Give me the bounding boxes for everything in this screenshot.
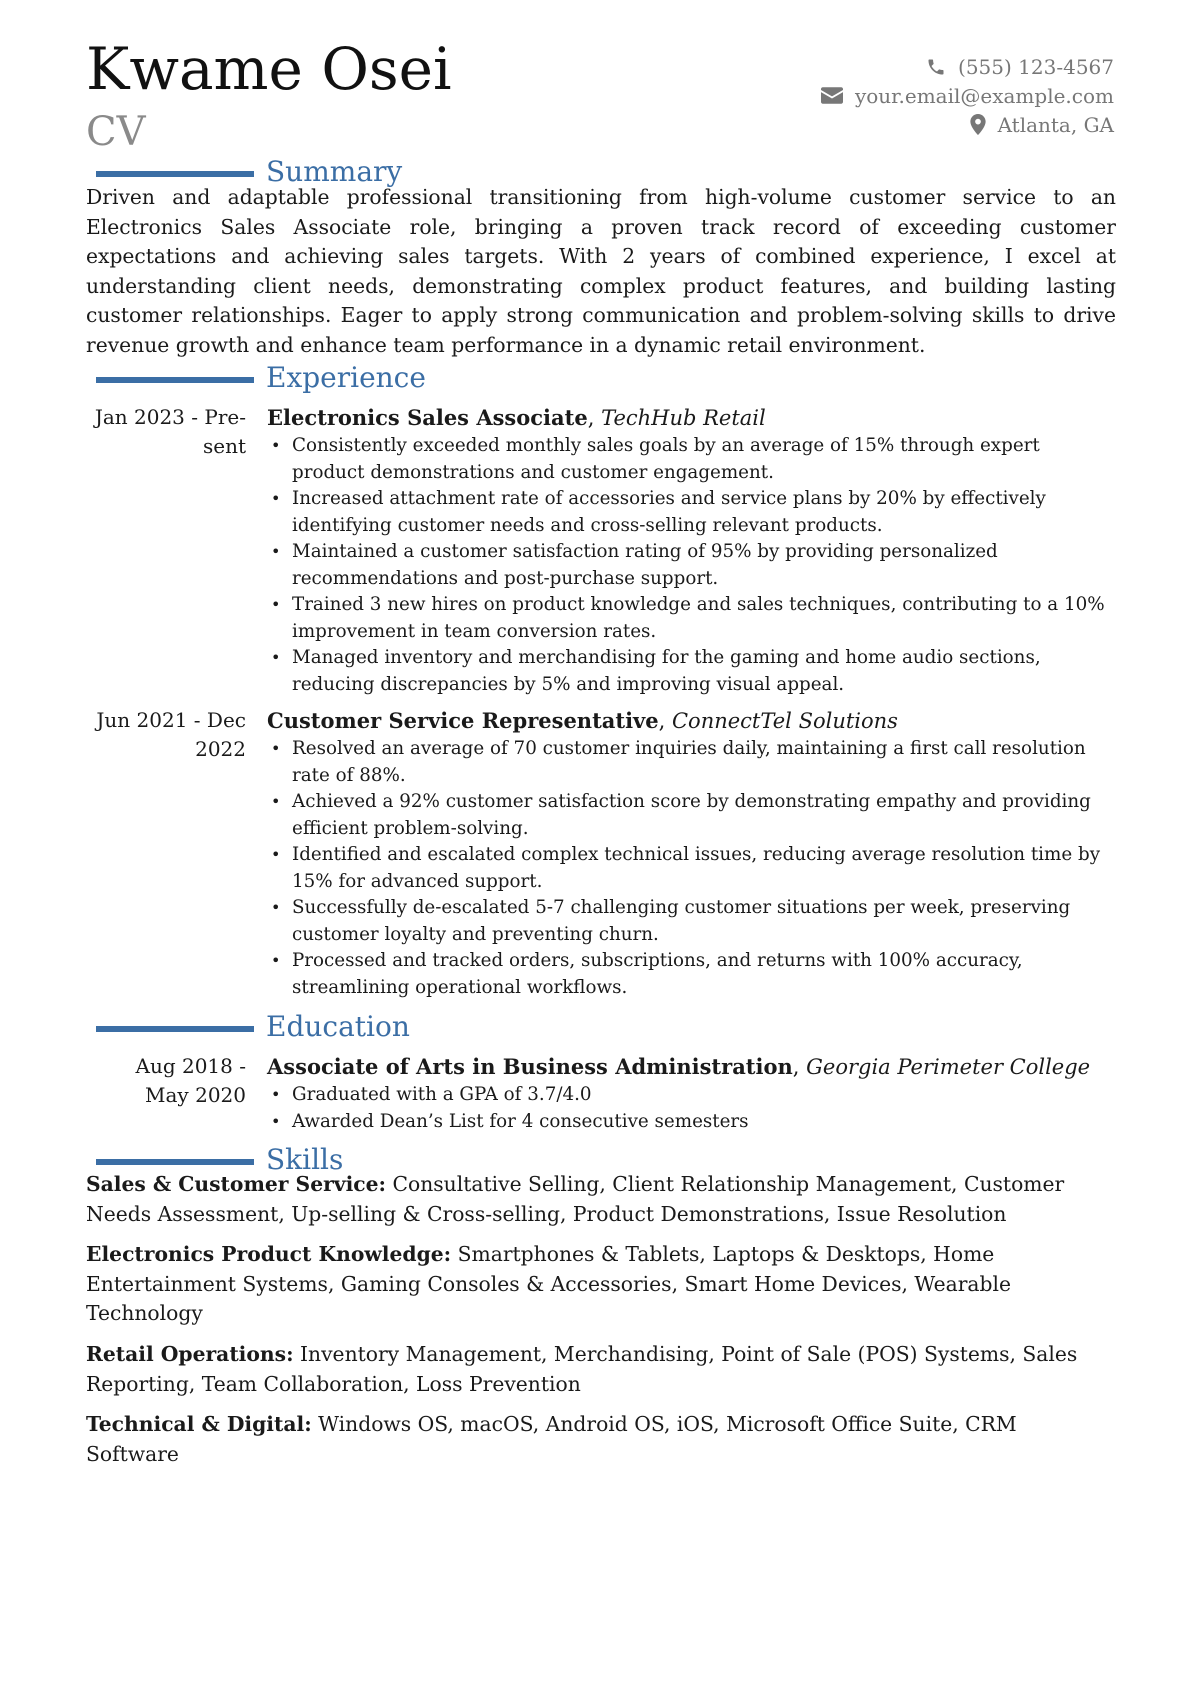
list-item: • Increased attachment rate of accessories and service plans by 20% by effectively identifying customer needs and cross-selling relevant products. [267,486,1116,539]
entry-body [267,706,1116,1001]
candidate-name: Kwame Osei [86,35,452,103]
email-text: your.email@example.com [854,83,1114,108]
envelope-icon [821,87,843,104]
degree-title: Associate of Arts in Business Administration [267,1054,793,1079]
job-title: Electronics Sales Associate [267,405,588,430]
contact-block [821,52,1114,139]
list-item: • Awarded Dean’s List for 4 consecutive semesters [267,1109,1116,1136]
date-line: Jan 2023 - Pre- [94,405,246,429]
skill-category: Sales & Customer Service: [86,1172,387,1196]
skill-category: Electronics Product Knowledge: [86,1242,452,1267]
skill-category: Technical & Digital: [86,1412,312,1437]
entry-body [267,403,1116,698]
skill-group [86,1170,1116,1229]
skills-list [86,1170,1116,1480]
section-title: Education [266,1010,410,1043]
section-experience-header [96,361,426,394]
skill-group [86,1410,1116,1469]
date-line: May 2020 [145,1083,246,1107]
section-title: Skills [266,1143,344,1176]
list-item: • Maintained a customer satisfaction rating of 95% by providing personalized recommendations and post-purchase support. [267,539,1116,592]
section-education-header [96,1010,410,1043]
section-summary-header [96,155,403,188]
list-item: • Successfully de-escalated 5-7 challenging customer situations per week, preserving customer loyalty and preventing churn. [267,895,1116,948]
entry-heading: Customer Service Representative, ConnectTel Solutions [267,708,898,733]
list-item: • Resolved an average of 70 customer inquiries daily, maintaining a first call resolution rate of 88%. [267,736,1116,789]
phone-text: (555) 123-4567 [958,54,1114,79]
employer: ConnectTel Solutions [671,709,898,733]
skill-items: Windows OS, macOS, Android OS, iOS, Microsoft Office Suite, CRM Software [86,1412,1017,1466]
list-item: • Identified and escalated complex technical issues, reducing average resolution time by 15% for advanced support. [267,842,1116,895]
contact-phone [821,52,1114,81]
section-rule [96,1159,254,1165]
skill-group [86,1240,1116,1329]
section-title: Experience [266,361,426,394]
skill-items: Smartphones & Tablets, Laptops & Desktops, Home Entertainment Systems, Gaming Consoles & Accessories, Smart Home Devices, Wearable Technology [86,1242,1011,1326]
section-title: Summary [266,155,403,188]
entry-heading: Associate of Arts in Business Administration, Georgia Perimeter College [267,1054,1091,1079]
entry-date [86,1052,246,1110]
map-marker-icon [970,114,986,135]
date-line: Jun 2021 - Dec [96,708,246,732]
contact-email [821,81,1114,110]
date-line: 2022 [195,737,246,761]
list-item: • Managed inventory and merchandising for the gaming and home audio sections, reducing discrepancies by 5% and improving visual appeal. [267,645,1116,698]
location-text: Atlanta, GA [997,112,1114,137]
date-line: Aug 2018 - [135,1054,246,1078]
skill-category: Retail Operations: [86,1341,294,1366]
entry-heading: Electronics Sales Associate, TechHub Retail [267,405,766,430]
section-rule [96,171,254,177]
phone-icon [926,57,946,77]
summary-text: Driven and adaptable professional transitioning from high-volume customer service to an Electronics Sales Associate role, bringing a proven track record of exceeding customer expectations and achieving sales targets. With 2 years of combined experience, I excel at understanding client needs, demonstrating complex product features, and building lasting customer relationships. Eager to apply strong communication and problem-solving skills to drive revenue growth and enhance team performance in a dynamic retail environment. [86,185,1116,357]
section-rule [96,1026,254,1032]
list-item: • Trained 3 new hires on product knowledge and sales techniques, contributing to a 10% improvement in team conversion rates. [267,592,1116,645]
skill-items: Inventory Management, Merchandising, Point of Sale (POS) Systems, Sales Reporting, Team Collaboration, Loss Prevention [86,1341,1078,1396]
entry-date [86,403,246,461]
contact-location [821,110,1114,139]
entry-body [267,1052,1116,1135]
entry-date [86,706,246,764]
document-subtitle: CV [86,109,146,155]
bullet-list [267,736,1116,1001]
list-item: • Achieved a 92% customer satisfaction score by demonstrating empathy and providing efficient problem-solving. [267,789,1116,842]
list-item: • Graduated with a GPA of 3.7/4.0 [267,1082,1116,1109]
list-item: • Consistently exceeded monthly sales goals by an average of 15% through expert product demonstrations and customer engagement. [267,433,1116,486]
skill-group [86,1340,1116,1399]
section-rule [96,377,254,383]
bullet-list [267,1082,1116,1135]
bullet-list [267,433,1116,698]
job-title: Customer Service Representative [267,708,659,733]
list-item: • Processed and tracked orders, subscriptions, and returns with 100% accuracy, streamlining operational workflows. [267,948,1116,1001]
employer: TechHub Retail [601,406,766,430]
skill-items: Consultative Selling, Client Relationship Management, Customer Needs Assessment, Up-selling & Cross-selling, Product Demonstrations, Issue Resolution [86,1172,1065,1226]
institution: Georgia Perimeter College [806,1055,1091,1079]
date-line: sent [202,434,246,458]
